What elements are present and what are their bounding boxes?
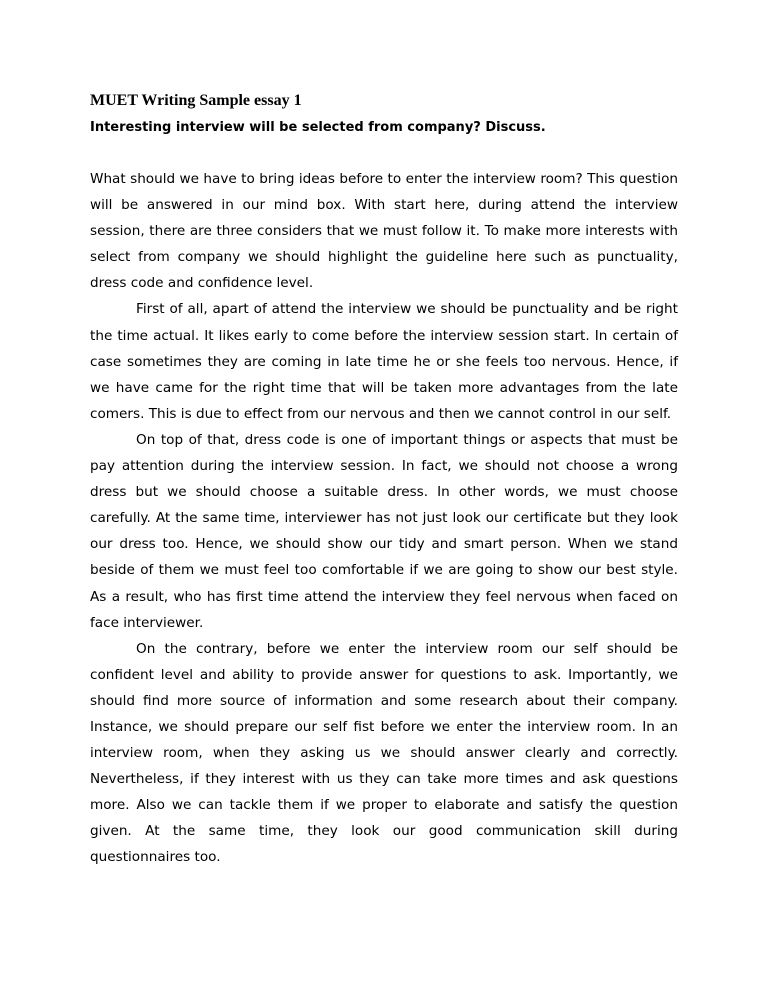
paragraph-introduction: What should we have to bring ideas before to enter the interview room? This question will be answered in our mind box. With start here, during attend the interview session, there are three considers that we must follow it. To make more interests with select from company we should highlight the guideline here such as punctuality, dress code and confidence level. (90, 171, 678, 292)
essay-body (90, 166, 678, 871)
essay-question: Interesting interview will be selected from company? Discuss. (90, 120, 546, 135)
paragraph-confidence: On the contrary, before we enter the interview room our self should be confident level and ability to provide answer for questions to ask. Importantly, we should find more source of information and some research about their company. Instance, we should prepare our self fist before we enter the interview room. In an interview room, when they asking us we should answer clearly and correctly. Nevertheless, if they interest with us they can take more times and ask questions more. Also we can tackle them if we proper to elaborate and satisfy the question given. At the same time, they look our good communication skill during questionnaires too. (90, 640, 678, 866)
document-title: MUET Writing Sample essay 1 (90, 92, 302, 109)
paragraph-dress-code: On top of that, dress code is one of important things or aspects that must be pay attention during the interview session. In fact, we should not choose a wrong dress but we should choose a suitable dress. In other words, we must choose carefully. At the same time, interviewer has not just look our certificate but they look our dress too. Hence, we should show our tidy and smart person. When we stand beside of them we must feel too comfortable if we are going to show our best style. As a result, who has first time attend the interview they feel nervous when faced on face interviewer. (90, 431, 678, 631)
paragraph-punctuality: First of all, apart of attend the interview we should be punctuality and be right the time actual. It likes early to come before the interview session start. In certain of case sometimes they are coming in late time he or she feels too nervous. Hence, if we have came for the right time that will be taken more advantages from the late comers. This is due to effect from our nervous and then we cannot control in our self. (90, 301, 678, 422)
